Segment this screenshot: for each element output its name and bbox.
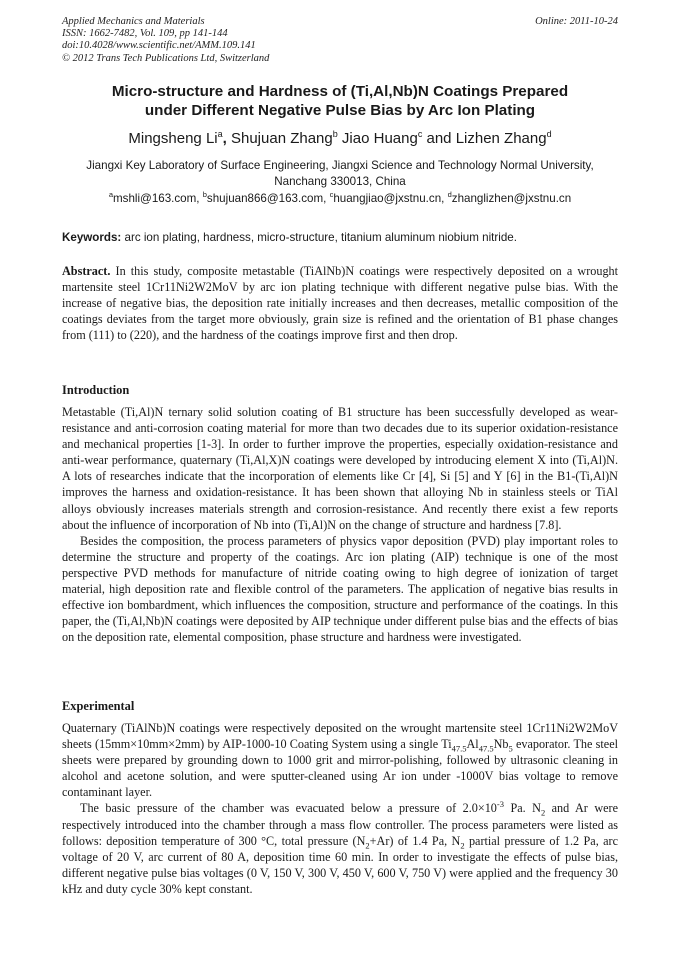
keywords-label: Keywords: xyxy=(62,231,122,244)
affiliation-line-1: Jiangxi Key Laboratory of Surface Engineering, Jiangxi Science and Technology Normal University, xyxy=(86,159,594,172)
author-conjunction: and xyxy=(426,130,452,147)
title-line-2: under Different Negative Pulse Bias by Arc Ion Plating xyxy=(144,102,536,119)
email-b-mark: b xyxy=(202,190,207,200)
exp-p2-sub-1: 2 xyxy=(540,807,546,818)
author-2: Shujuan Zhang xyxy=(230,130,333,147)
email-d-mark: d xyxy=(447,190,452,200)
online-date: Online: 2011-10-24 xyxy=(535,16,618,27)
abstract-text-3: Nb)N coatings were respectively deposited on a wrought martensite steel 1Cr11Ni2W2MoV by arc ion plating technique with different negative pulse bias. With the increase of negative bias, the deposition rate initially increases and then decreases, metallic composition of the coatings deviates from the target more obviously, grain size is refined and the orientation of B1 phase changes from (111) to (220), and the hardness of the coatings improve first and then drop. xyxy=(62,264,619,343)
exp-p1-text-f: evaporator. The steel sheets were prepared by grounding down to 1000 grit and mirror-polishing, followed by ultrasonic cleaning in alcohol and acetone solution, and were sputter-cleaned using Ar ion under -1000V bias voltage to remove contaminant layer. xyxy=(62,737,618,800)
email-d: zhanglizhen@jxstnu.cn xyxy=(451,192,572,205)
author-separator: , xyxy=(222,130,227,147)
introduction-heading: Introduction xyxy=(62,383,130,397)
paper-title xyxy=(62,82,618,120)
keywords-text: arc ion plating, hardness, micro-structure, titanium aluminum niobium nitride. xyxy=(124,231,517,244)
author-2-mark: b xyxy=(332,129,338,139)
experimental-section xyxy=(62,720,618,897)
exp-p1-sub-1: 47.5 xyxy=(451,743,467,754)
abstract-text-2: Al xyxy=(314,264,327,278)
experimental-paragraph-2 xyxy=(62,800,618,897)
introduction-paragraph-1: Metastable (Ti,Al)N ternary solid solution coating of B1 structure has been successfully developed as wear-resistance and anti-corrosion coating material for more than two decades due to its superior oxidation-resistance and mechanical properties [1-3]. In order to further improve the properties, especially oxidation-resistance and anti-wear performance, quaternary (Ti,Al,X)N coatings were developed by introducing element X into (Ti,Al)N. A lots of researches indicate that the incorporation of elements like Cr [4], Si [5] and Y [6] in the B1-(Ti,Al)N improves the harness and oxidation-resistance. It has been shown that alloying Nb in stainless steels or TiAl alloys obviously increases materials strength and corrosion-resistance. And recently there exist a few reports about the influence of incorporation of Nb into (Ti,Al)N on the change of structure and hardness [7.8]. xyxy=(62,405,618,532)
journal-name: Applied Mechanics and Materials xyxy=(62,16,205,27)
title-line-1: Micro-structure and Hardness of (Ti,Al,Nb)N Coatings Prepared xyxy=(111,83,569,100)
author-3: Jiao Huang xyxy=(341,130,418,147)
exp-p1-sub-3: 5 xyxy=(508,743,513,754)
author-list xyxy=(62,130,618,147)
exp-p1-text-a: Quaternary (Ti xyxy=(62,721,136,735)
abstract-text-1: In this study, composite metastable (Ti xyxy=(115,264,315,278)
affiliation-line-2: Nanchang 330013, China xyxy=(274,174,406,188)
issn-line: ISSN: 1662-7482, Vol. 109, pp 141-144 xyxy=(62,28,228,40)
copyright-line: © 2012 Trans Tech Publications Ltd, Switzerland xyxy=(62,52,270,64)
exp-p2-text-a: The basic pressure of the chamber was evacuated below a pressure of 2.0×10 xyxy=(80,801,497,816)
introduction-section xyxy=(62,404,618,645)
exp-p2-text-d: +Ar) of 1.4 Pa, N xyxy=(369,833,461,848)
author-3-mark: c xyxy=(417,129,423,139)
experimental-paragraph-1 xyxy=(62,720,618,800)
abstract-label: Abstract. xyxy=(62,264,111,278)
exp-p2-text-b: Pa. N xyxy=(504,801,541,816)
exp-p1-text-e: Nb xyxy=(493,737,509,752)
author-4: Lizhen Zhang xyxy=(455,130,547,147)
exp-p2-text-e: partial pressure of 1.2 Pa, arc voltage of 20 V, arc current of 80 A, deposition time 60 min. In order to investigate the effects of pulse bias, different negative pulse bias voltages (0 V, 150 V, 300 V, 450 V, 600 V, 750 V) were applied and the frequency 30 kHz and duty cycle 30% kept constant. xyxy=(62,833,618,896)
email-b: shujuan866@163.com, xyxy=(206,192,327,205)
abstract xyxy=(62,263,618,343)
author-1: Mingsheng Li xyxy=(128,130,218,147)
exp-p1-text-b: Al xyxy=(135,721,148,735)
exp-p2-text-c: and Ar were respectively introduced into the chamber through a mass flow controller. The process parameters were listed as follows: deposition temperature of 300 °C, total pressure (N xyxy=(62,801,618,848)
email-c: huangjiao@jxstnu.cn, xyxy=(333,192,445,205)
author-4-mark: d xyxy=(546,129,552,139)
exp-p2-exponent: -3 xyxy=(496,799,504,810)
keywords xyxy=(62,231,618,244)
journal-header xyxy=(62,16,618,65)
exp-p1-text-d: Al xyxy=(466,737,479,752)
author-1-mark: a xyxy=(217,129,223,139)
email-a: mshli@163.com, xyxy=(113,192,200,205)
email-a-mark: a xyxy=(108,190,113,200)
exp-p2-sub-3: 2 xyxy=(460,840,465,851)
affiliation xyxy=(62,158,618,189)
exp-p1-text-c: Nb)N coatings were respectively deposited on the wrought martensite steel 1Cr11Ni2W2MoV sheets (15mm×10mm×2mm) by AIP-1000-10 Coating System using a single Ti xyxy=(62,721,618,752)
doi-line: doi:10.4028/www.scientific.net/AMM.109.141 xyxy=(62,40,256,52)
experimental-heading: Experimental xyxy=(62,699,135,713)
exp-p2-sub-2: 2 xyxy=(365,840,370,851)
email-list xyxy=(62,192,618,205)
introduction-paragraph-2: Besides the composition, the process parameters of physics vapor deposition (PVD) play important roles to determine the structure and property of the coatings. Arc ion plating (AIP) technique is one of the most perspective PVD methods for manufacture of nitride coating owing to high degree of ionization of target material, high deposition rate and flexible control of the parameters. The application of negative bias results in effective ion bombardment, which influences the composition, structure and performance of the coatings. In this paper, the (Ti,Al,Nb)N coatings were deposited by AIP technique under different pulse bias and the effects of bias on the deposition rate, elemental composition, phase structure and hardness were investigated. xyxy=(62,533,618,645)
email-c-mark: c xyxy=(329,190,334,200)
exp-p1-sub-2: 47.5 xyxy=(478,743,494,754)
